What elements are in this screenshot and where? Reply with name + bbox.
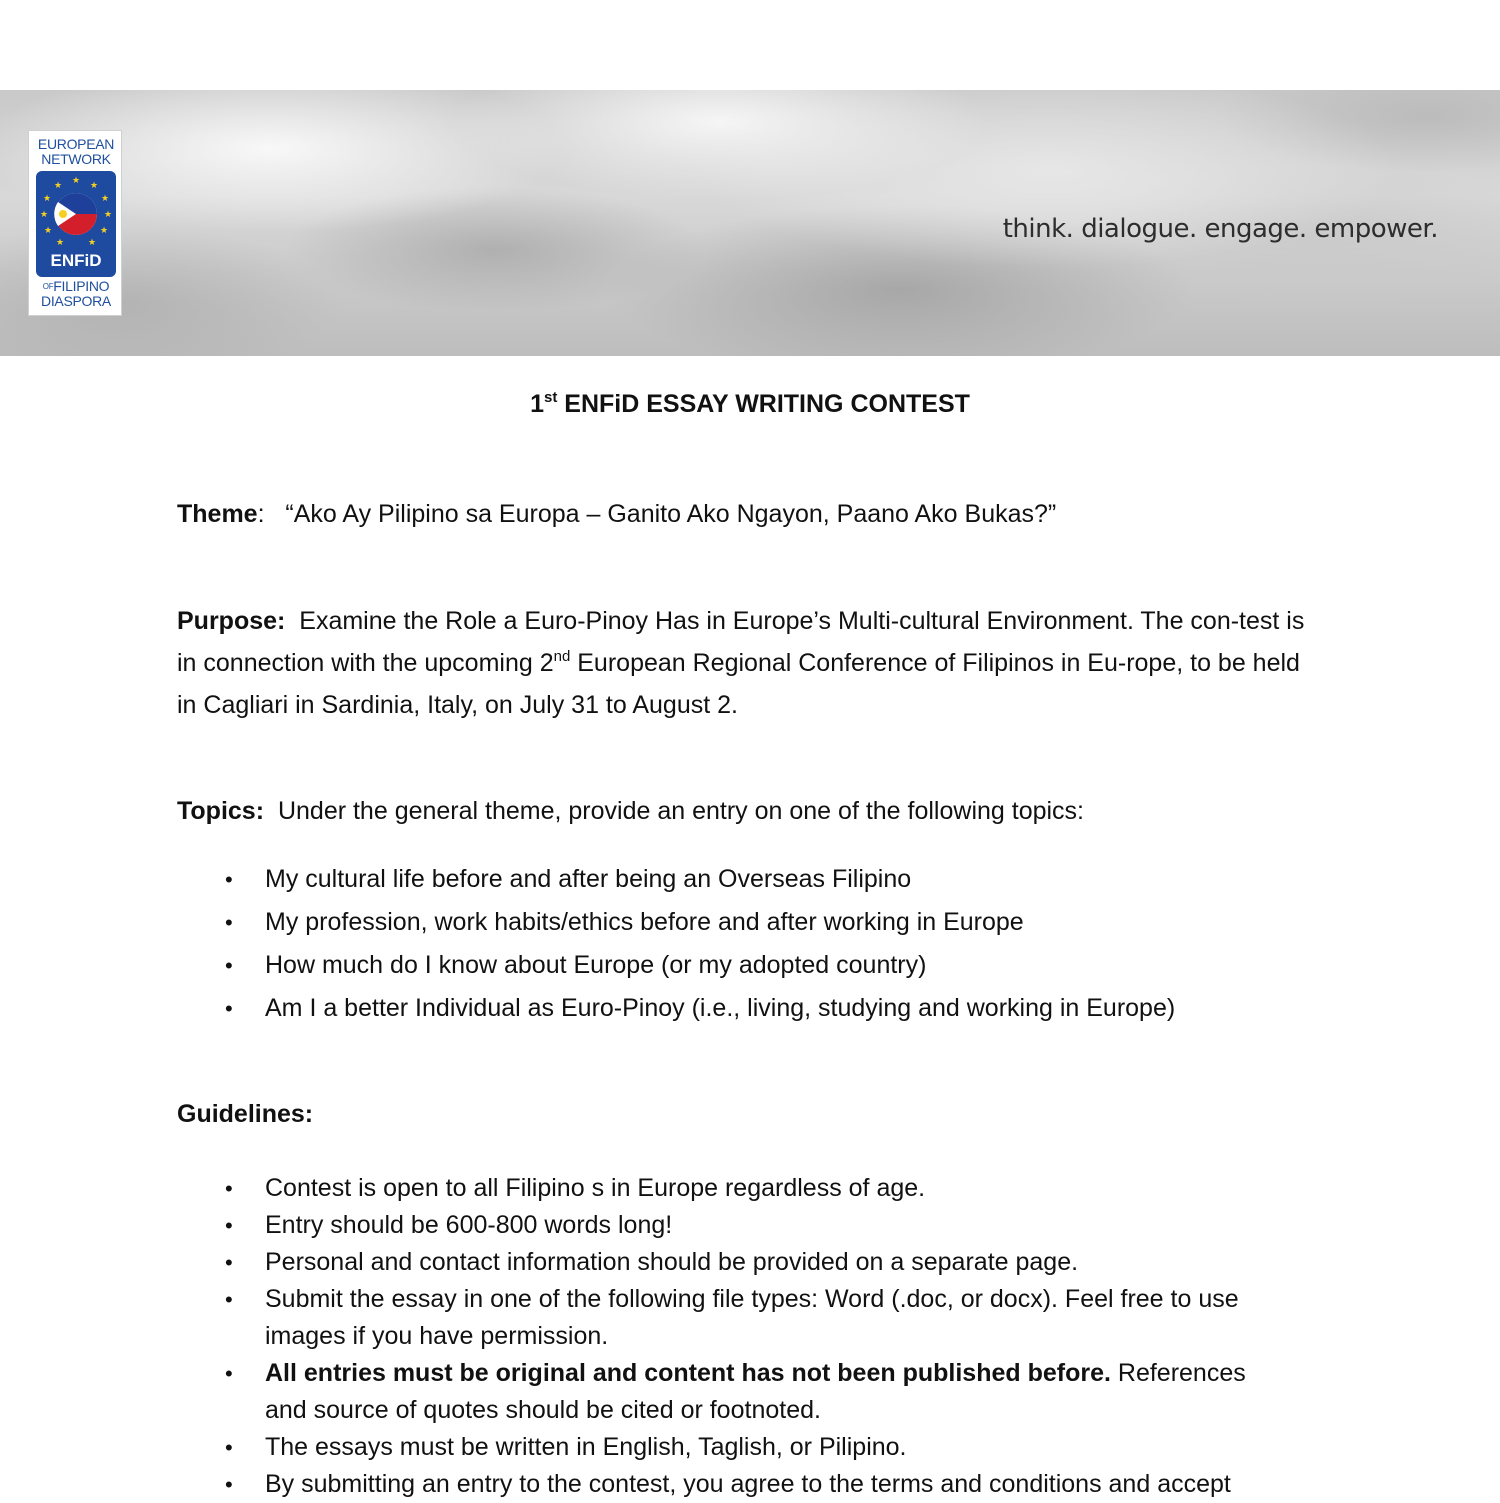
list-item — [177, 1281, 1327, 1355]
bullet-icon: • — [225, 1472, 233, 1497]
guideline-bold-text: All entries must be original and content has not been published before. — [265, 1359, 1111, 1387]
theme-text: “Ako Ay Pilipino sa Europa – Ganito Ako Ngayon, Paano Ako Bukas?” — [285, 500, 1057, 528]
bullet-icon: • — [225, 1361, 233, 1386]
guideline-text: References and source of quotes should be cited or footnoted. — [265, 1359, 1246, 1424]
purpose-text-end: European Regional Conference of Filipinos in Eu-rope, to be held in Cagliari in Sardinia, Italy, on July 31 to August 2. — [177, 649, 1300, 719]
purpose-label: Purpose: — [177, 607, 286, 635]
topics-list — [177, 858, 1327, 1030]
guidelines-heading — [177, 1093, 1317, 1135]
purpose-ordinal: nd — [553, 648, 571, 665]
list-item — [177, 987, 1327, 1030]
topic-text: My cultural life before and after being an Overseas Filipino — [265, 865, 912, 893]
bullet-icon: • — [225, 1176, 233, 1201]
svg-text:★: ★ — [89, 181, 99, 191]
svg-text:★: ★ — [100, 194, 110, 204]
list-item — [177, 858, 1327, 901]
list-item — [177, 901, 1327, 944]
logo-badge — [36, 171, 116, 277]
bullet-icon: • — [225, 910, 233, 935]
topics-intro: Under the general theme, provide an entry on one of the following topics: — [277, 797, 1085, 825]
logo-bottom-line1: FILIPINO — [53, 278, 110, 294]
title-text: ENFiD ESSAY WRITING CONTEST — [557, 390, 970, 418]
svg-text:★: ★ — [99, 226, 109, 236]
logo-top-line2: NETWORK — [41, 151, 111, 167]
svg-text:★: ★ — [87, 238, 97, 248]
bullet-icon: • — [225, 1213, 233, 1238]
enfid-logo — [28, 130, 122, 316]
logo-badge-text: ENFiD — [50, 251, 102, 270]
purpose-section — [177, 600, 1317, 726]
title-ordinal: st — [544, 389, 558, 406]
theme-label: Theme — [177, 500, 258, 528]
bullet-icon: • — [225, 1435, 233, 1460]
list-item — [177, 1466, 1327, 1503]
list-item — [177, 1170, 1327, 1207]
guideline-text: Submit the essay in one of the following file types: Word (.doc, or docx). Feel free to use images if you have permission. — [265, 1285, 1239, 1350]
list-item — [177, 1355, 1327, 1429]
topic-text: How much do I know about Europe (or my adopted country) — [265, 951, 927, 979]
svg-text:★: ★ — [71, 176, 81, 186]
guidelines-list — [177, 1170, 1327, 1503]
logo-of-text: OF — [42, 282, 54, 291]
purpose-text-start: Examine the Role a Euro-Pinoy Has in Europe’s Multi-cultural Environment. The con-test is in connection with the upcoming 2 — [177, 607, 1305, 677]
logo-top-text — [29, 137, 123, 167]
topics-label: Topics: — [177, 797, 265, 825]
topic-text: Am I a better Individual as Euro-Pinoy (i.e., living, studying and working in Europe) — [265, 994, 1176, 1022]
page-title — [177, 390, 1323, 419]
topics-section — [177, 790, 1317, 832]
svg-text:★: ★ — [39, 210, 49, 220]
logo-top-line1: EUROPEAN — [37, 136, 115, 152]
list-item — [177, 944, 1327, 987]
guideline-text: Personal and contact information should be provided on a separate page. — [265, 1248, 1079, 1276]
bullet-icon: • — [225, 1250, 233, 1275]
guideline-text: The essays must be written in English, Taglish, or Pilipino. — [265, 1433, 907, 1461]
tagline: think. dialogue. engage. empower. — [1002, 214, 1438, 244]
guidelines-label: Guidelines: — [177, 1100, 314, 1128]
topic-text: My profession, work habits/ethics before and after working in Europe — [265, 908, 1024, 936]
svg-text:★: ★ — [43, 226, 53, 236]
guideline-text: Contest is open to all Filipino s in Europe regardless of age. — [265, 1174, 926, 1202]
svg-text:★: ★ — [53, 181, 63, 191]
svg-text:★: ★ — [103, 210, 113, 220]
title-number: 1 — [530, 390, 544, 418]
list-item — [177, 1207, 1327, 1244]
logo-bottom-line2: DIASPORA — [41, 293, 111, 309]
bullet-icon: • — [225, 996, 233, 1021]
bullet-icon: • — [225, 867, 233, 892]
guideline-text: Entry should be 600-800 words long! — [265, 1211, 673, 1239]
theme-separator: : — [257, 500, 265, 528]
bullet-icon: • — [225, 1287, 233, 1312]
svg-text:★: ★ — [42, 194, 52, 204]
theme-section — [177, 493, 1317, 535]
guideline-text: By submitting an entry to the contest, you agree to the terms and conditions and accept — [265, 1470, 1231, 1498]
header-banner — [0, 90, 1500, 356]
list-item — [177, 1429, 1327, 1466]
svg-text:★: ★ — [55, 238, 65, 248]
logo-bottom-text — [29, 279, 123, 309]
list-item — [177, 1244, 1327, 1281]
bullet-icon: • — [225, 953, 233, 978]
